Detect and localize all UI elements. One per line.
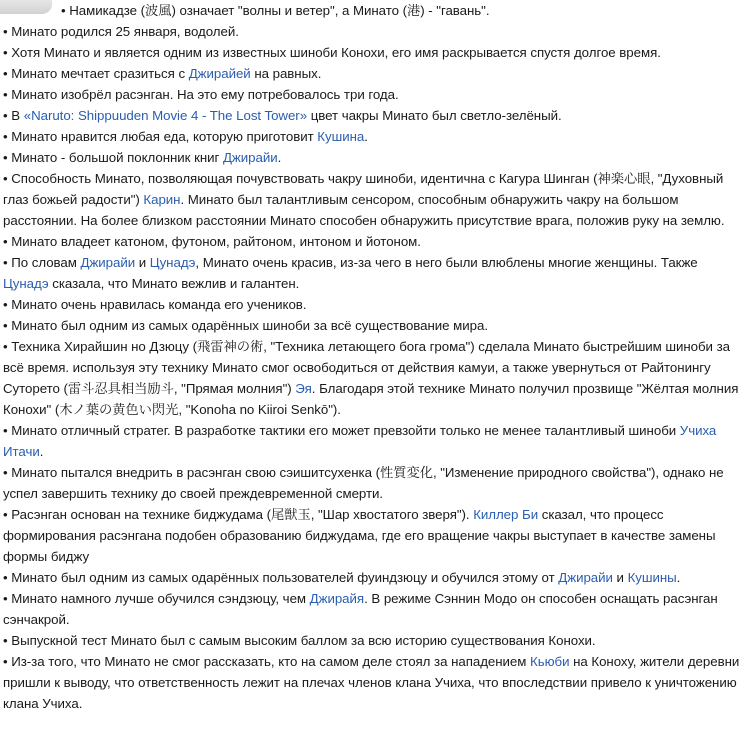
trivia-text: сказал, что процесс формирования расэнгана подобен образованию биджудама, где его вращение чакры выступает в качестве замены формы биджу xyxy=(3,507,716,564)
trivia-text: • Минато пытался внедрить в расэнган свою сэишитсухенка (性質変化, "Изменение природного свойства"), однако не успел завершить технику до своей преждевременной смерти. xyxy=(3,465,724,501)
wiki-link[interactable]: Джирайей xyxy=(188,66,251,81)
trivia-list xyxy=(3,0,745,714)
trivia-item xyxy=(3,42,745,63)
trivia-item xyxy=(3,126,745,147)
trivia-text: • Минато был одним из самых одарённых пользователей фуиндзюцу и обучился этому от xyxy=(3,570,559,585)
trivia-item xyxy=(3,504,745,567)
trivia-text: . xyxy=(39,444,44,459)
trivia-text: , Минато очень красив, из-за чего в него были влюблены многие женщины. Также xyxy=(195,255,698,270)
trivia-text: сказала, что Минато вежлив и галантен. xyxy=(48,276,300,291)
trivia-item xyxy=(3,420,745,462)
wiki-link[interactable]: Кушины xyxy=(627,570,677,585)
trivia-text: и xyxy=(612,570,628,585)
trivia-item xyxy=(3,147,745,168)
trivia-text: • Хотя Минато и является одним из известных шиноби Конохи, его имя раскрывается спустя долгое время. xyxy=(3,45,661,60)
trivia-text: • Минато владеет катоном, футоном, райтоном, интоном и йотоном. xyxy=(3,234,421,249)
trivia-text: цвет чакры Минато был светло-зелёный. xyxy=(307,108,562,123)
wiki-link[interactable]: «Naruto: Shippuuden Movie 4 - The Lost Tower» xyxy=(23,108,308,123)
trivia-item xyxy=(3,231,745,252)
wiki-link[interactable]: Джирайя xyxy=(309,591,365,606)
trivia-text: на равных. xyxy=(250,66,322,81)
trivia-text: • Расэнган основан на технике биджудама (尾獣玉, "Шар хвостатого зверя"). xyxy=(3,507,474,522)
trivia-item xyxy=(3,336,745,420)
trivia-item xyxy=(3,567,745,588)
wiki-link[interactable]: Джирайи xyxy=(80,255,136,270)
trivia-text: • Техника Хирайшин но Дзюцу (飛雷神の術, "Техника летающего бога грома") сделала Минато быстрейшим шиноби за всё время. используя эту технику Минато смог освободиться от действия камуи, а также увернуться от Райтонингу Суторето (雷斗忍具相当励斗, "Прямая молния") xyxy=(3,339,730,396)
wiki-link[interactable]: Кушина xyxy=(317,129,365,144)
trivia-item xyxy=(3,315,745,336)
wiki-link[interactable]: Эя xyxy=(295,381,312,396)
trivia-text: • Минато родился 25 января, водолей. xyxy=(3,24,239,39)
wiki-link[interactable]: Цунадэ xyxy=(149,255,196,270)
trivia-text: • Минато - большой поклонник книг xyxy=(3,150,223,165)
trivia-text: • Минато намного лучше обучился сэндзюцу, чем xyxy=(3,591,310,606)
trivia-text: . xyxy=(364,129,368,144)
trivia-text: • Минато изобрёл расэнган. На это ему потребовалось три года. xyxy=(3,87,399,102)
wiki-link[interactable]: Джирайи xyxy=(222,150,278,165)
wiki-link[interactable]: Киллер Би xyxy=(473,507,539,522)
trivia-item xyxy=(3,588,745,630)
trivia-text: • Намикадзе (波風) означает "волны и ветер", а Минато (港) - "гавань". xyxy=(61,3,490,18)
wiki-link[interactable]: Кьюби xyxy=(530,654,570,669)
trivia-text: . xyxy=(676,570,681,585)
trivia-text: • В xyxy=(3,108,24,123)
trivia-text: • Способность Минато, позволяющая почувствовать чакру шиноби, идентична с Кагура Шинган (神楽心眼, "Духовный глаз божьей радости") xyxy=(3,171,724,207)
trivia-item xyxy=(3,651,745,714)
trivia-text: . В режиме Сэннин Модо он способен оснащать расэнган сэнчакрой. xyxy=(3,591,718,627)
trivia-item xyxy=(3,252,745,294)
trivia-text: • Выпускной тест Минато был с самым высоким баллом за всю историю существования Конохи. xyxy=(3,633,596,648)
trivia-text: • Минато очень нравилась команда его учеников. xyxy=(3,297,307,312)
trivia-text: • Из-за того, что Минато не смог рассказать, кто на самом деле стоял за нападением xyxy=(3,654,531,669)
trivia-text: . Минато был талантливым сенсором, способным обнаружить чакру на большом расстоянии. На более близком расстоянии Минато способен обнаружить присутствие врага, положив руку на землю. xyxy=(3,192,725,228)
wiki-link[interactable]: Карин xyxy=(143,192,181,207)
trivia-item xyxy=(3,168,745,231)
trivia-text: • По словам xyxy=(3,255,81,270)
trivia-item xyxy=(3,294,745,315)
wiki-link[interactable]: Джирайи xyxy=(558,570,613,585)
trivia-text: • Минато нравится любая еда, которую приготовит xyxy=(3,129,318,144)
trivia-text: • Минато мечтает сразиться с xyxy=(3,66,189,81)
trivia-item xyxy=(3,21,745,42)
trivia-item xyxy=(3,84,745,105)
wiki-link[interactable]: Цунадэ xyxy=(3,276,49,291)
trivia-item xyxy=(3,63,745,84)
trivia-text: на Коноху, жители деревни пришли к выводу, что ответственность лежит на плечах членов клана Учиха, что впоследствии привело к уничтожению клана Учиха. xyxy=(3,654,740,711)
trivia-text: • Минато был одним из самых одарённых шиноби за всё существование мира. xyxy=(3,318,488,333)
trivia-item xyxy=(3,105,745,126)
trivia-text: • Минато отличный стратег. В разработке тактики его может превзойти только не менее талантливый шиноби xyxy=(3,423,680,438)
trivia-item xyxy=(3,0,745,21)
trivia-text: и xyxy=(135,255,150,270)
trivia-item xyxy=(3,462,745,504)
trivia-text: . Благодаря этой технике Минато получил прозвище "Жёлтая молния Конохи" (木ノ葉の黄色い閃光, "Konoha no Kiiroi Senkō"). xyxy=(3,381,739,417)
wiki-link[interactable]: Учиха Итачи xyxy=(3,423,717,459)
trivia-item xyxy=(3,630,745,651)
trivia-text: . xyxy=(277,150,282,165)
